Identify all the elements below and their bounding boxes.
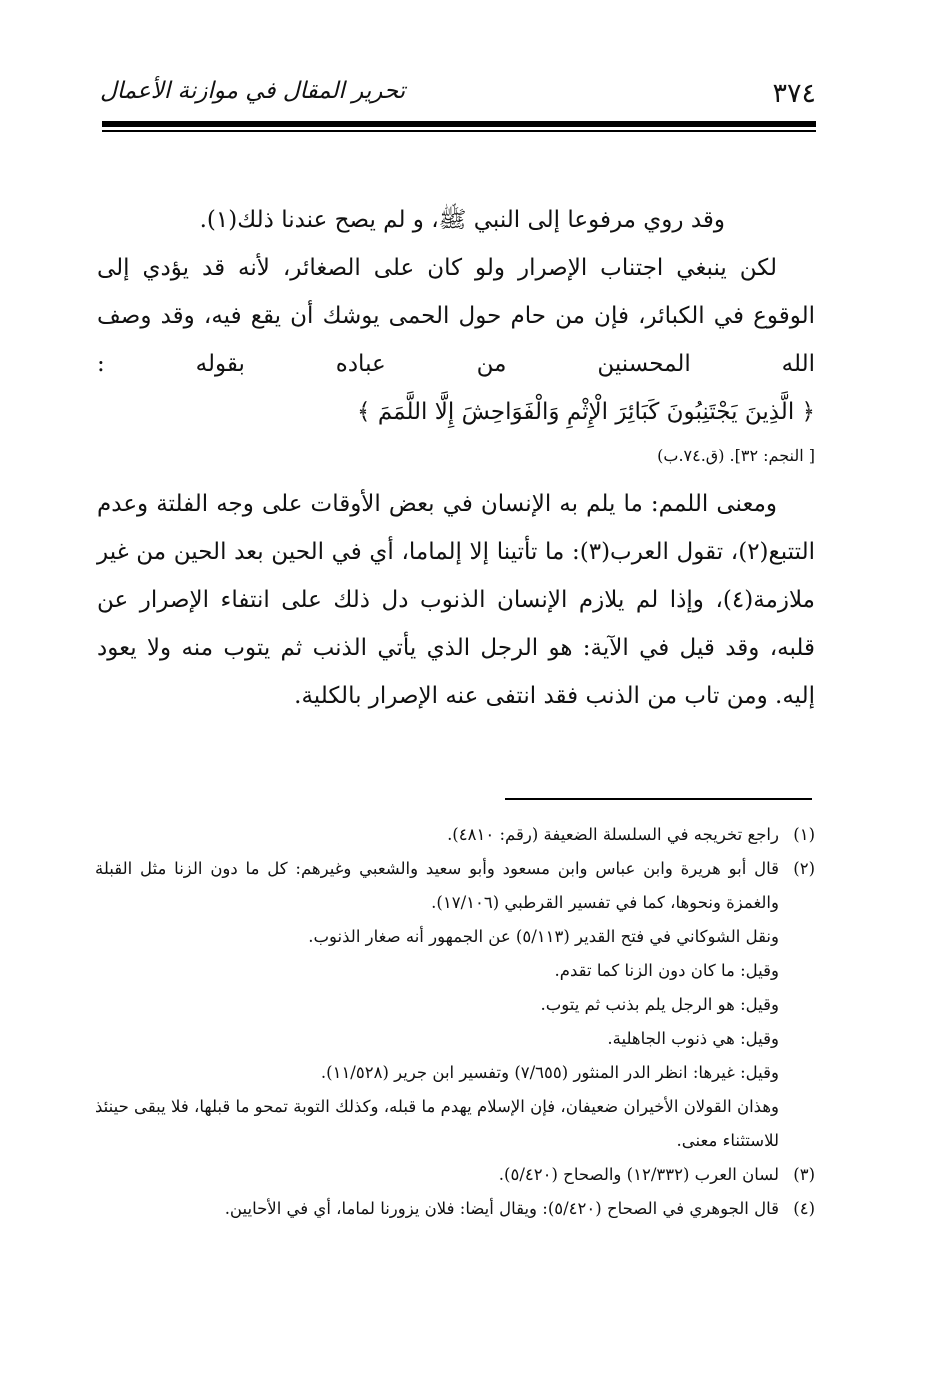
- footnote-mark: (٤): [793, 1199, 815, 1218]
- footnote-mark: (٣): [793, 1165, 815, 1184]
- page-number: ٣٧٤: [772, 78, 816, 109]
- running-title: تحرير المقال في موازنة الأعمال: [100, 78, 406, 104]
- footnotes: [95, 818, 815, 1226]
- footnote-2-line: وقيل: ما كان دون الزنا كما تقدم.: [554, 961, 779, 980]
- footnote-2-line: وقيل: غيرها: انظر الدر المنثور (٧/٦٥٥) وتفسير ابن جرير (١١/٥٢٨).: [320, 1063, 779, 1082]
- header-rule-thin: [102, 130, 816, 132]
- footnote-text: لسان العرب (١٢/٣٣٢) والصحاح (٥/٤٢٠).: [498, 1165, 779, 1184]
- main-text: [97, 196, 815, 720]
- footnote-mark: (٢): [793, 859, 815, 878]
- page-header: [100, 66, 816, 120]
- footnote-2-line: ونقل الشوكاني في فتح القدير (٥/١١٣) عن الجمهور أنه صغار الذنوب.: [308, 927, 779, 946]
- paragraph-2: ومعنى اللمم: ما يلم به الإنسان في بعض الأوقات على وجه الفلتة وعدم التتبع(٢)، تقول العرب(٣): ما تأتينا إلا إلماما، أي في الحين بعد الحين من غير ملازمة(٤)، وإذا لم يلازم الإنسان الذنوب دل ذلك على انتفاء الإصرار عن قلبه، وقد قيل في الآية: هو الرجل الذي يأتي الذنب ثم يتوب منه ولا يعود إليه. ومن تاب من الذنب فقد انتفى عنه الإصرار بالكلية.: [97, 491, 815, 709]
- footnote-text: قال الجوهري في الصحاح (٥/٤٢٠): ويقال أيضا: فلان يزورنا لماما، أي في الأحايين.: [224, 1199, 779, 1218]
- footnote-separator: [505, 798, 812, 800]
- footnote-1: [95, 818, 815, 852]
- opening-line: وقد روي مرفوعا إلى النبي ﷺ، و لم يصح عندنا ذلك(١).: [199, 207, 725, 233]
- footnote-text: قال أبو هريرة وابن عباس وابن مسعود وأبو سعيد والشعبي وغيرهم: كل ما دون الزنا مثل القبلة والغمزة ونحوها، كما في تفسير القرطبي (١٧/١٠٦).: [95, 859, 779, 912]
- footnote-mark: (١): [793, 825, 815, 844]
- paragraph-1: [97, 244, 815, 436]
- header-rule-thick: [102, 121, 816, 127]
- verse-reference: [ النجم: ٣٢]. (ق.٧٤.ب): [657, 446, 815, 465]
- footnote-2-line: وقيل: هو الرجل يلم بذنب ثم يتوب.: [540, 995, 779, 1014]
- footnote-2-line: وقيل: هي ذنوب الجاهلية.: [607, 1029, 779, 1048]
- footnote-3: [95, 1158, 815, 1192]
- paragraph-1-text: لكن ينبغي اجتناب الإصرار ولو كان على الصغائر، لأنه قد يؤدي إلى الوقوع في الكبائر، فإن من حام حول الحمى يوشك أن يقع فيه، وقد وصف الله المحسنين من عباده بقوله :: [97, 255, 815, 377]
- quran-verse: ﴿ الَّذِينَ يَجْتَنِبُونَ كَبَائِرَ الْإِثْمِ وَالْفَوَاحِشَ إِلَّا اللَّمَمَ ﴾: [357, 399, 815, 425]
- footnote-2-line: وهذان القولان الأخيران ضعيفان، فإن الإسلام يهدم ما قبله، وكذلك التوبة تمحو ما قبلها، فلا يبقى حينئذ للاستثناء معنى.: [95, 1097, 779, 1150]
- footnote-4: [95, 1192, 815, 1226]
- footnote-2: [95, 852, 815, 920]
- footnote-text: راجع تخريجه في السلسلة الضعيفة (رقم: ٤٨١٠).: [447, 825, 779, 844]
